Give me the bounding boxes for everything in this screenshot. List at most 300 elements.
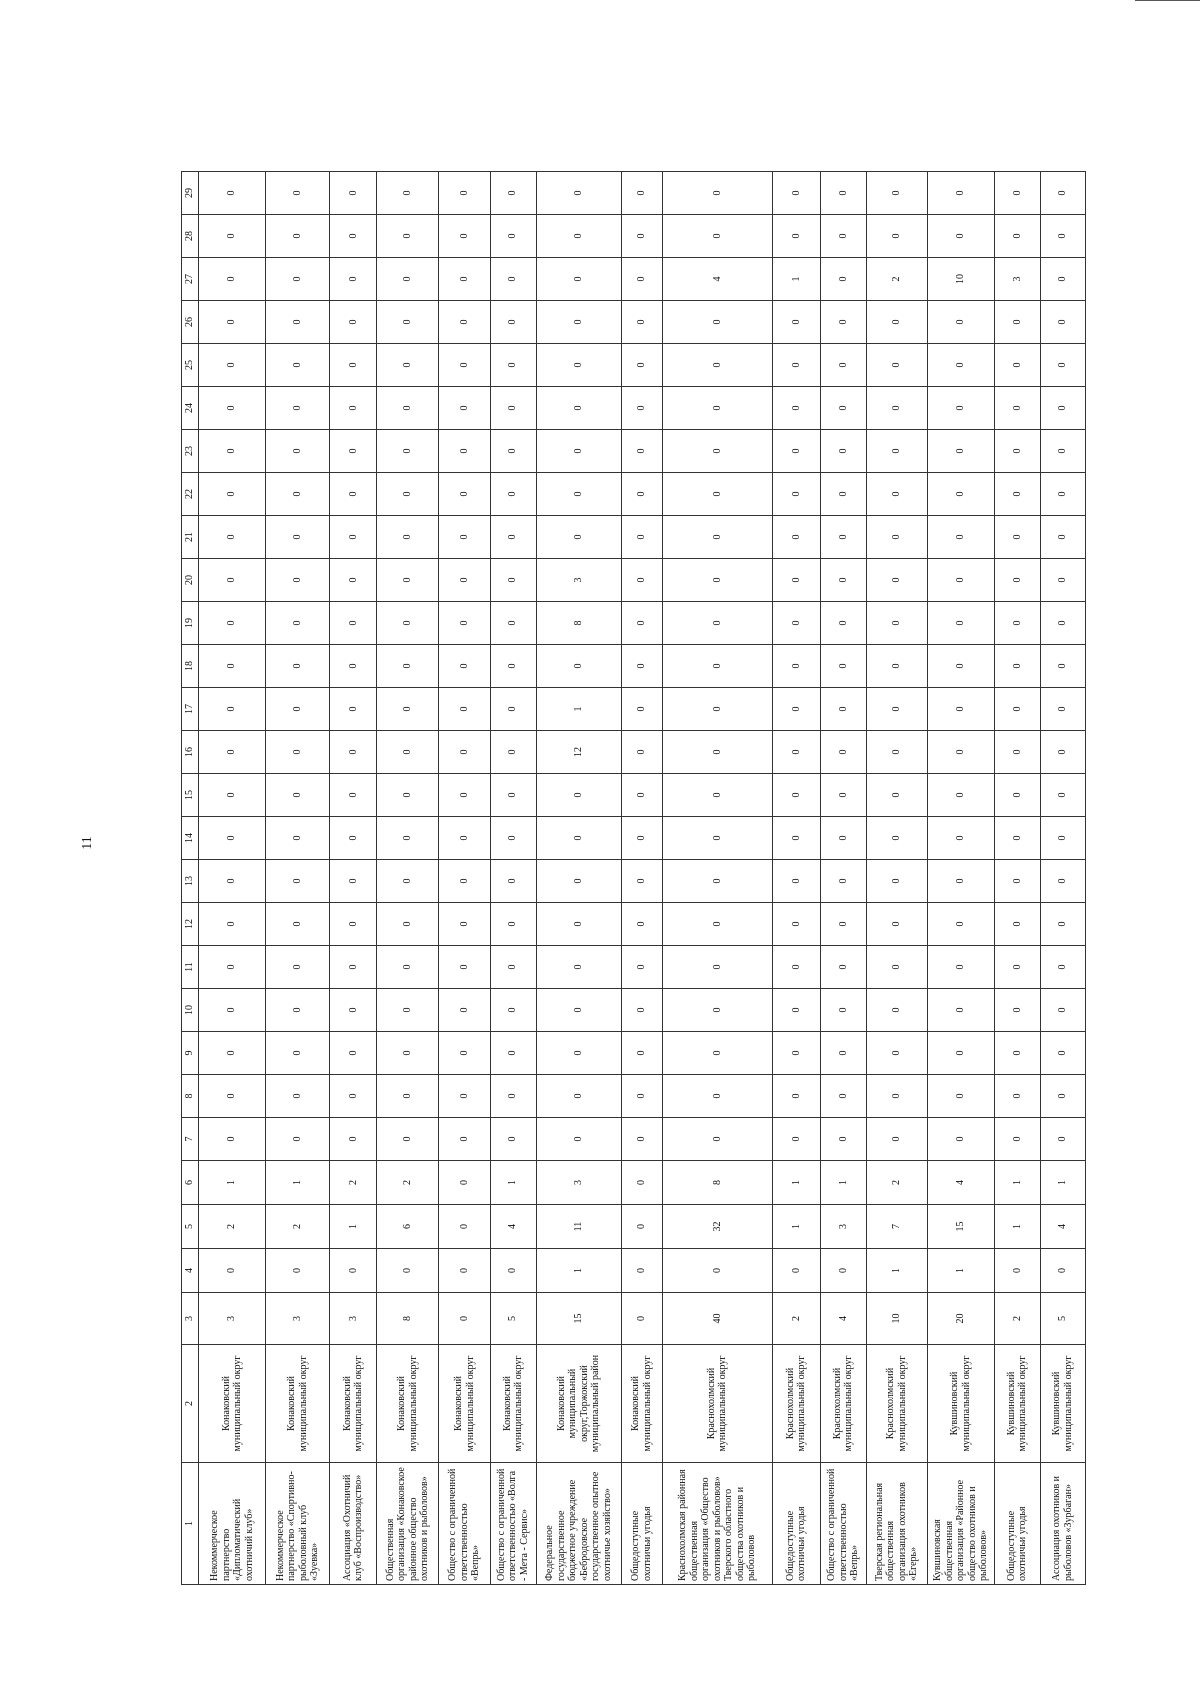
value-cell: 3 — [266, 1293, 330, 1345]
value-cell: 0 — [1040, 1249, 1085, 1293]
value-cell: 2 — [866, 258, 927, 301]
value-cell: 8 — [536, 602, 621, 645]
value-cell: 0 — [266, 301, 330, 344]
value-cell: 0 — [1040, 903, 1085, 946]
value-cell: 3 — [820, 1205, 866, 1249]
value-cell: 0 — [439, 903, 490, 946]
value-cell: 0 — [490, 172, 536, 215]
value-cell: 0 — [866, 860, 927, 903]
value-cell: 0 — [927, 559, 994, 602]
value-cell: 0 — [622, 344, 663, 387]
value-cell: 0 — [995, 817, 1041, 860]
value-cell: 0 — [199, 731, 266, 774]
value-cell: 0 — [266, 258, 330, 301]
value-cell: 0 — [199, 516, 266, 559]
value-cell: 0 — [377, 1075, 439, 1118]
value-cell: 2 — [199, 1205, 266, 1249]
value-cell: 0 — [662, 430, 772, 473]
value-cell: 0 — [536, 817, 621, 860]
value-cell: 0 — [490, 946, 536, 989]
value-cell: 3 — [536, 1161, 621, 1205]
value-cell: 0 — [995, 774, 1041, 817]
value-cell: 0 — [266, 989, 330, 1032]
column-number: 3 — [182, 1293, 199, 1345]
page-number: 11 — [80, 836, 95, 850]
value-cell: 0 — [772, 473, 820, 516]
value-cell: 0 — [1040, 731, 1085, 774]
value-cell: 0 — [622, 645, 663, 688]
municipality-cell: Конаковский муниципальный округ — [622, 1345, 663, 1463]
value-cell: 0 — [820, 387, 866, 430]
value-cell: 0 — [772, 172, 820, 215]
value-cell: 0 — [266, 817, 330, 860]
value-cell: 3 — [199, 1293, 266, 1345]
value-cell: 0 — [995, 301, 1041, 344]
value-cell: 0 — [199, 473, 266, 516]
value-cell: 0 — [330, 387, 377, 430]
organization-name-cell: Общество с ограниченной ответственностью «Волга - Мета - Сервис» — [490, 1463, 536, 1585]
value-cell: 0 — [662, 774, 772, 817]
value-cell: 2 — [866, 1161, 927, 1205]
value-cell: 0 — [820, 817, 866, 860]
value-cell: 0 — [820, 473, 866, 516]
value-cell: 0 — [995, 172, 1041, 215]
value-cell: 0 — [995, 473, 1041, 516]
value-cell: 0 — [820, 1118, 866, 1161]
value-cell: 0 — [490, 860, 536, 903]
value-cell: 0 — [866, 903, 927, 946]
value-cell: 0 — [490, 516, 536, 559]
value-cell: 4 — [820, 1293, 866, 1345]
organization-name-cell: Общество с ограниченной ответственностью «Вепрь» — [439, 1463, 490, 1585]
value-cell: 0 — [622, 1293, 663, 1345]
hunting-grounds-table — [181, 171, 1086, 1585]
value-cell: 32 — [662, 1205, 772, 1249]
value-cell: 1 — [772, 258, 820, 301]
value-cell: 0 — [662, 645, 772, 688]
value-cell: 1 — [866, 1249, 927, 1293]
value-cell: 0 — [1040, 387, 1085, 430]
value-cell: 0 — [866, 215, 927, 258]
value-cell: 1 — [266, 1161, 330, 1205]
value-cell: 0 — [266, 1075, 330, 1118]
value-cell: 0 — [820, 516, 866, 559]
value-cell: 0 — [490, 430, 536, 473]
value-cell: 0 — [439, 946, 490, 989]
value-cell: 0 — [1040, 602, 1085, 645]
value-cell: 0 — [536, 258, 621, 301]
value-cell: 0 — [1040, 1075, 1085, 1118]
value-cell: 0 — [820, 344, 866, 387]
organization-name-cell: Тверская региональная общественная организация охотников «Егерь» — [866, 1463, 927, 1585]
value-cell: 0 — [927, 387, 994, 430]
value-cell: 0 — [995, 645, 1041, 688]
value-cell: 0 — [266, 688, 330, 731]
value-cell: 0 — [330, 989, 377, 1032]
value-cell: 0 — [266, 430, 330, 473]
value-cell: 0 — [330, 516, 377, 559]
value-cell: 10 — [866, 1293, 927, 1345]
value-cell: 0 — [330, 688, 377, 731]
value-cell: 2 — [772, 1293, 820, 1345]
value-cell: 0 — [330, 903, 377, 946]
value-cell: 0 — [199, 258, 266, 301]
value-cell: 0 — [490, 688, 536, 731]
value-cell: 0 — [622, 688, 663, 731]
value-cell: 0 — [490, 387, 536, 430]
value-cell: 1 — [536, 1249, 621, 1293]
value-cell: 0 — [330, 1032, 377, 1075]
value-cell: 0 — [536, 172, 621, 215]
value-cell: 6 — [377, 1205, 439, 1249]
value-cell: 0 — [622, 1075, 663, 1118]
column-number: 20 — [182, 559, 199, 602]
column-number: 8 — [182, 1075, 199, 1118]
value-cell: 0 — [330, 602, 377, 645]
column-number: 2 — [182, 1345, 199, 1463]
value-cell: 0 — [622, 215, 663, 258]
value-cell: 20 — [927, 1293, 994, 1345]
value-cell: 0 — [536, 989, 621, 1032]
value-cell: 0 — [439, 301, 490, 344]
value-cell: 1 — [995, 1205, 1041, 1249]
value-cell: 0 — [622, 1205, 663, 1249]
value-cell: 0 — [377, 344, 439, 387]
value-cell: 0 — [622, 258, 663, 301]
value-cell: 1 — [772, 1205, 820, 1249]
value-cell: 0 — [772, 860, 820, 903]
value-cell: 1 — [1040, 1161, 1085, 1205]
value-cell: 0 — [330, 344, 377, 387]
value-cell: 0 — [439, 430, 490, 473]
value-cell: 0 — [330, 817, 377, 860]
value-cell: 0 — [662, 1032, 772, 1075]
value-cell: 1 — [490, 1161, 536, 1205]
value-cell: 0 — [622, 817, 663, 860]
value-cell: 0 — [866, 688, 927, 731]
value-cell: 0 — [439, 860, 490, 903]
value-cell: 0 — [377, 1118, 439, 1161]
value-cell: 0 — [439, 559, 490, 602]
value-cell: 0 — [866, 1118, 927, 1161]
value-cell: 0 — [866, 946, 927, 989]
value-cell: 8 — [662, 1161, 772, 1205]
value-cell: 0 — [377, 215, 439, 258]
value-cell: 0 — [536, 387, 621, 430]
value-cell: 0 — [662, 516, 772, 559]
value-cell: 0 — [377, 731, 439, 774]
value-cell: 1 — [199, 1161, 266, 1205]
value-cell: 0 — [330, 946, 377, 989]
value-cell: 0 — [490, 731, 536, 774]
value-cell: 0 — [662, 989, 772, 1032]
value-cell: 0 — [536, 430, 621, 473]
column-number-row — [182, 172, 199, 1585]
value-cell: 0 — [199, 817, 266, 860]
organization-name-cell: Ассоциация «Охотничий клуб «Воспроизводство» — [330, 1463, 377, 1585]
value-cell: 0 — [490, 817, 536, 860]
column-number: 16 — [182, 731, 199, 774]
value-cell: 0 — [662, 1249, 772, 1293]
table-row — [266, 172, 330, 1585]
municipality-cell: Краснохолмский муниципальный округ — [772, 1345, 820, 1463]
table-row — [490, 172, 536, 1585]
value-cell: 0 — [866, 430, 927, 473]
value-cell: 0 — [927, 731, 994, 774]
municipality-cell: Конаковский муниципальный округ — [439, 1345, 490, 1463]
column-number: 29 — [182, 172, 199, 215]
value-cell: 0 — [536, 473, 621, 516]
value-cell: 0 — [377, 473, 439, 516]
value-cell: 0 — [536, 516, 621, 559]
value-cell: 0 — [439, 989, 490, 1032]
value-cell: 0 — [927, 1118, 994, 1161]
value-cell: 0 — [199, 344, 266, 387]
value-cell: 0 — [662, 731, 772, 774]
value-cell: 0 — [772, 688, 820, 731]
column-number: 18 — [182, 645, 199, 688]
column-number: 12 — [182, 903, 199, 946]
table-row — [330, 172, 377, 1585]
value-cell: 0 — [439, 645, 490, 688]
value-cell: 0 — [820, 860, 866, 903]
value-cell: 0 — [622, 387, 663, 430]
value-cell: 0 — [820, 989, 866, 1032]
value-cell: 5 — [1040, 1293, 1085, 1345]
column-number: 23 — [182, 430, 199, 473]
value-cell: 0 — [866, 559, 927, 602]
value-cell: 0 — [439, 172, 490, 215]
value-cell: 0 — [927, 301, 994, 344]
value-cell: 0 — [330, 258, 377, 301]
value-cell: 0 — [439, 688, 490, 731]
value-cell: 0 — [377, 688, 439, 731]
value-cell: 0 — [772, 430, 820, 473]
value-cell: 4 — [490, 1205, 536, 1249]
municipality-cell: Краснохолмский муниципальный округ — [866, 1345, 927, 1463]
value-cell: 0 — [772, 215, 820, 258]
value-cell: 0 — [377, 946, 439, 989]
value-cell: 0 — [199, 172, 266, 215]
value-cell: 0 — [439, 1205, 490, 1249]
value-cell: 0 — [439, 344, 490, 387]
value-cell: 0 — [1040, 172, 1085, 215]
value-cell: 0 — [927, 946, 994, 989]
value-cell: 0 — [995, 602, 1041, 645]
value-cell: 12 — [536, 731, 621, 774]
table-row — [995, 172, 1041, 1585]
value-cell: 0 — [772, 946, 820, 989]
value-cell: 0 — [622, 473, 663, 516]
value-cell: 0 — [995, 731, 1041, 774]
value-cell: 0 — [1040, 1118, 1085, 1161]
value-cell: 0 — [662, 602, 772, 645]
municipality-cell: Конаковский муниципальный округ — [199, 1345, 266, 1463]
column-number: 25 — [182, 344, 199, 387]
value-cell: 0 — [927, 430, 994, 473]
value-cell: 0 — [820, 946, 866, 989]
value-cell: 0 — [995, 516, 1041, 559]
organization-name-cell: Федеральное государственное бюджетное учреждение «Бебродовское государственное опытное охотничье хозяйство» — [536, 1463, 621, 1585]
value-cell: 0 — [536, 903, 621, 946]
value-cell: 0 — [266, 903, 330, 946]
organization-name-cell: Ассоциация охотников и рыболовов «Зурбаган» — [1040, 1463, 1085, 1585]
value-cell: 0 — [995, 344, 1041, 387]
value-cell: 0 — [377, 602, 439, 645]
value-cell: 0 — [1040, 989, 1085, 1032]
value-cell: 0 — [199, 602, 266, 645]
value-cell: 0 — [622, 731, 663, 774]
value-cell: 0 — [772, 387, 820, 430]
value-cell: 0 — [820, 645, 866, 688]
table-row — [439, 172, 490, 1585]
value-cell: 0 — [927, 1032, 994, 1075]
value-cell: 0 — [927, 516, 994, 559]
value-cell: 0 — [439, 1032, 490, 1075]
value-cell: 0 — [622, 989, 663, 1032]
value-cell: 0 — [377, 774, 439, 817]
value-cell: 0 — [266, 645, 330, 688]
column-number: 13 — [182, 860, 199, 903]
column-number: 22 — [182, 473, 199, 516]
value-cell: 0 — [772, 516, 820, 559]
value-cell: 0 — [490, 1032, 536, 1075]
value-cell: 0 — [622, 301, 663, 344]
value-cell: 1 — [330, 1205, 377, 1249]
value-cell: 0 — [866, 473, 927, 516]
value-cell: 4 — [662, 258, 772, 301]
value-cell: 0 — [927, 645, 994, 688]
municipality-cell: Краснохолмский муниципальный округ — [662, 1345, 772, 1463]
value-cell: 0 — [199, 1075, 266, 1118]
value-cell: 0 — [266, 1032, 330, 1075]
value-cell: 0 — [439, 817, 490, 860]
value-cell: 0 — [1040, 516, 1085, 559]
value-cell: 0 — [536, 215, 621, 258]
organization-name-cell: Общество с ограниченной ответственностью «Вепрь» — [820, 1463, 866, 1585]
organization-name-cell: Некоммерческое партнерство «Спортивно-рыболовный клуб «Зуевка» — [266, 1463, 330, 1585]
organization-name-cell: Общедоступные охотничьи угодья — [772, 1463, 820, 1585]
column-number: 7 — [182, 1118, 199, 1161]
value-cell: 0 — [927, 774, 994, 817]
organization-name-cell: Некоммерческое партнерство «Дипломатический охотничий клуб» — [199, 1463, 266, 1585]
value-cell: 0 — [927, 688, 994, 731]
value-cell: 0 — [199, 946, 266, 989]
value-cell: 0 — [439, 387, 490, 430]
value-cell: 2 — [266, 1205, 330, 1249]
value-cell: 0 — [995, 387, 1041, 430]
value-cell: 0 — [772, 559, 820, 602]
table-row — [820, 172, 866, 1585]
value-cell: 0 — [330, 559, 377, 602]
value-cell: 0 — [772, 1249, 820, 1293]
column-number: 19 — [182, 602, 199, 645]
value-cell: 0 — [866, 1032, 927, 1075]
value-cell: 1 — [927, 1249, 994, 1293]
value-cell: 0 — [199, 903, 266, 946]
value-cell: 4 — [1040, 1205, 1085, 1249]
value-cell: 0 — [439, 774, 490, 817]
value-cell: 11 — [536, 1205, 621, 1249]
municipality-cell: Конаковский муниципальный округ — [377, 1345, 439, 1463]
value-cell: 0 — [772, 817, 820, 860]
value-cell: 0 — [439, 473, 490, 516]
value-cell: 0 — [662, 215, 772, 258]
value-cell: 0 — [536, 1075, 621, 1118]
column-number: 28 — [182, 215, 199, 258]
value-cell: 0 — [439, 1118, 490, 1161]
value-cell: 0 — [439, 1075, 490, 1118]
value-cell: 0 — [662, 1075, 772, 1118]
value-cell: 0 — [622, 516, 663, 559]
value-cell: 0 — [995, 559, 1041, 602]
municipality-cell: Краснохолмский муниципальный округ — [820, 1345, 866, 1463]
value-cell: 0 — [622, 946, 663, 989]
value-cell: 0 — [866, 602, 927, 645]
value-cell: 0 — [820, 258, 866, 301]
value-cell: 0 — [820, 301, 866, 344]
column-number: 5 — [182, 1205, 199, 1249]
value-cell: 0 — [995, 215, 1041, 258]
column-number: 11 — [182, 946, 199, 989]
value-cell: 0 — [662, 946, 772, 989]
organization-name-cell: Кувшиновская общественная организация «Районное общество охотников и рыболовов» — [927, 1463, 994, 1585]
column-number: 6 — [182, 1161, 199, 1205]
value-cell: 0 — [377, 817, 439, 860]
value-cell: 0 — [662, 473, 772, 516]
value-cell: 0 — [266, 344, 330, 387]
organization-name-cell: Общедоступные охотничьи угодья — [995, 1463, 1041, 1585]
value-cell: 0 — [490, 1075, 536, 1118]
value-cell: 0 — [490, 559, 536, 602]
value-cell: 0 — [662, 172, 772, 215]
value-cell: 0 — [820, 215, 866, 258]
value-cell: 0 — [927, 1075, 994, 1118]
value-cell: 0 — [490, 215, 536, 258]
table-row — [377, 172, 439, 1585]
value-cell: 0 — [622, 602, 663, 645]
value-cell: 0 — [199, 774, 266, 817]
value-cell: 4 — [927, 1161, 994, 1205]
value-cell: 0 — [330, 1118, 377, 1161]
value-cell: 15 — [536, 1293, 621, 1345]
value-cell: 0 — [199, 1032, 266, 1075]
municipality-cell: Конаковский муниципальный округ,Торжокский муниципальный район — [536, 1345, 621, 1463]
value-cell: 0 — [490, 258, 536, 301]
value-cell: 0 — [866, 344, 927, 387]
value-cell: 0 — [439, 516, 490, 559]
value-cell: 0 — [266, 731, 330, 774]
table-row — [772, 172, 820, 1585]
value-cell: 2 — [377, 1161, 439, 1205]
value-cell: 0 — [377, 1249, 439, 1293]
value-cell: 0 — [490, 989, 536, 1032]
value-cell: 0 — [1040, 1032, 1085, 1075]
value-cell: 0 — [266, 172, 330, 215]
value-cell: 0 — [772, 301, 820, 344]
value-cell: 0 — [927, 860, 994, 903]
value-cell: 0 — [330, 1249, 377, 1293]
value-cell: 7 — [866, 1205, 927, 1249]
municipality-cell: Конаковский муниципальный округ — [490, 1345, 536, 1463]
value-cell: 0 — [772, 1032, 820, 1075]
value-cell: 0 — [330, 774, 377, 817]
municipality-cell: Конаковский муниципальный округ — [330, 1345, 377, 1463]
value-cell: 0 — [772, 731, 820, 774]
value-cell: 0 — [330, 430, 377, 473]
value-cell: 0 — [1040, 430, 1085, 473]
value-cell: 0 — [820, 903, 866, 946]
